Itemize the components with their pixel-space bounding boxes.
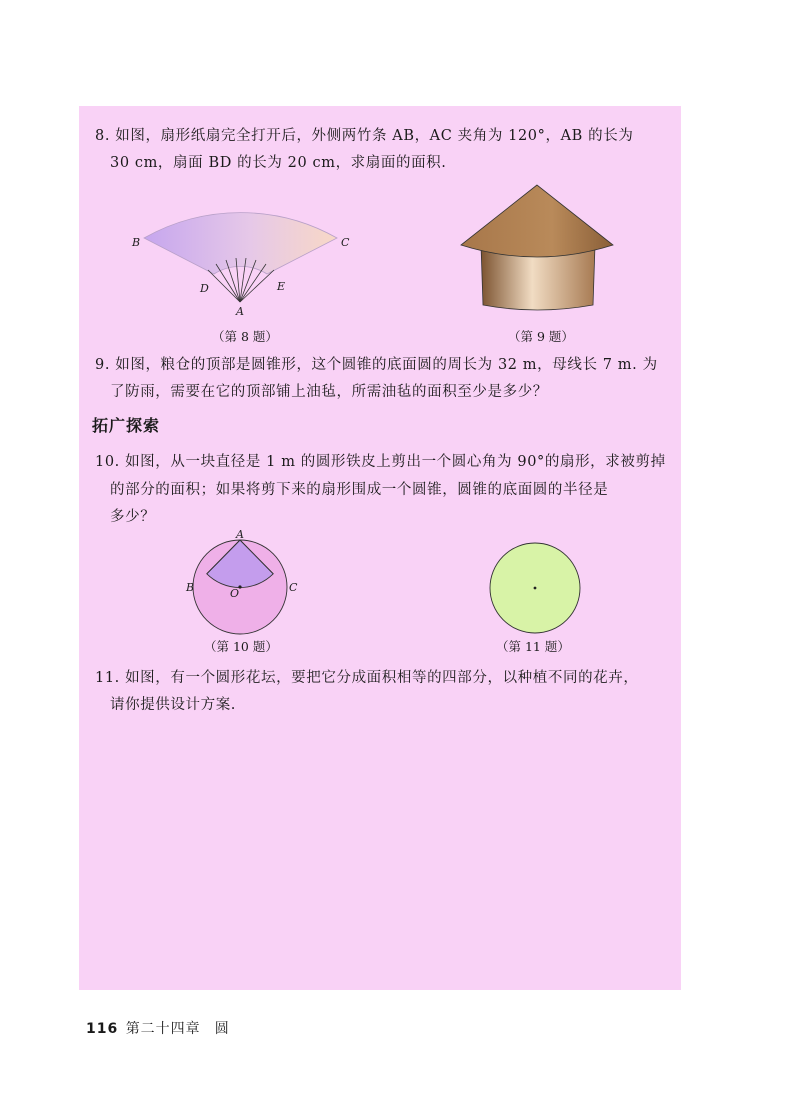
fan-label-a: A (236, 305, 244, 318)
problem-11-text-line-1: 11. 如图，有一个圆形花坛，要把它分成面积相等的四部分，以种植不同的花卉， (95, 670, 639, 686)
circle-sector-figure (180, 525, 310, 635)
page-number: 116 (86, 1021, 119, 1037)
label-a: A (236, 528, 244, 541)
chapter-title: 第二十四章 (125, 1021, 201, 1037)
problem-9-text-line-1: 9. 如图，粮仓的顶部是圆锥形，这个圆锥的底面圆的周长为 32 m，母线长 7 m. 为 (95, 357, 658, 373)
fan-label-e: E (277, 280, 286, 293)
problem-10-text-line-2: 的部分的面积；如果将剪下来的扇形围成一个圆锥，圆锥的底面圆的半径是 (110, 482, 609, 498)
fan-label-d: D (200, 282, 209, 295)
caption-fig8: （第 8 题） (212, 329, 278, 344)
fan-label-b: B (132, 236, 141, 249)
granary-roof (461, 185, 613, 257)
problem-9-text-line-2: 了防雨，需要在它的顶部铺上油毡，所需油毡的面积至少是多少？ (110, 384, 548, 400)
problem-10-text-line-1: 10. 如图，从一块直径是 1 m 的圆形铁皮上剪出一个圆心角为 90°的扇形，求被剪掉 (95, 454, 666, 470)
granary-figure (455, 183, 620, 318)
flower-bed-figure (485, 540, 585, 640)
chapter-topic: 圆 (214, 1021, 230, 1037)
section-heading: 拓广探索 (92, 416, 161, 435)
fan-figure (130, 190, 360, 320)
label-o: O (230, 587, 240, 600)
label-b: B (186, 581, 195, 594)
problem-11-text-line-2: 请你提供设计方案. (110, 697, 237, 713)
problem-8-text-line-1: 8. 如图，扇形纸扇完全打开后，外侧两竹条 AB，AC 夹角为 120°，AB 的长为 (95, 128, 634, 144)
problem-8-text-line-2: 30 cm，扇面 BD 的长为 20 cm，求扇面的面积. (110, 155, 447, 171)
fan-label-c: C (341, 236, 350, 249)
caption-fig10: （第 10 题） (204, 639, 278, 654)
caption-fig9: （第 9 题） (508, 329, 574, 344)
caption-fig11: （第 11 题） (496, 639, 570, 654)
problem-10-text-line-3: 多少？ (110, 509, 156, 525)
page-footer (86, 1018, 230, 1038)
fan-surface (144, 213, 337, 274)
label-c: C (289, 581, 298, 594)
flower-bed-center (534, 587, 537, 590)
